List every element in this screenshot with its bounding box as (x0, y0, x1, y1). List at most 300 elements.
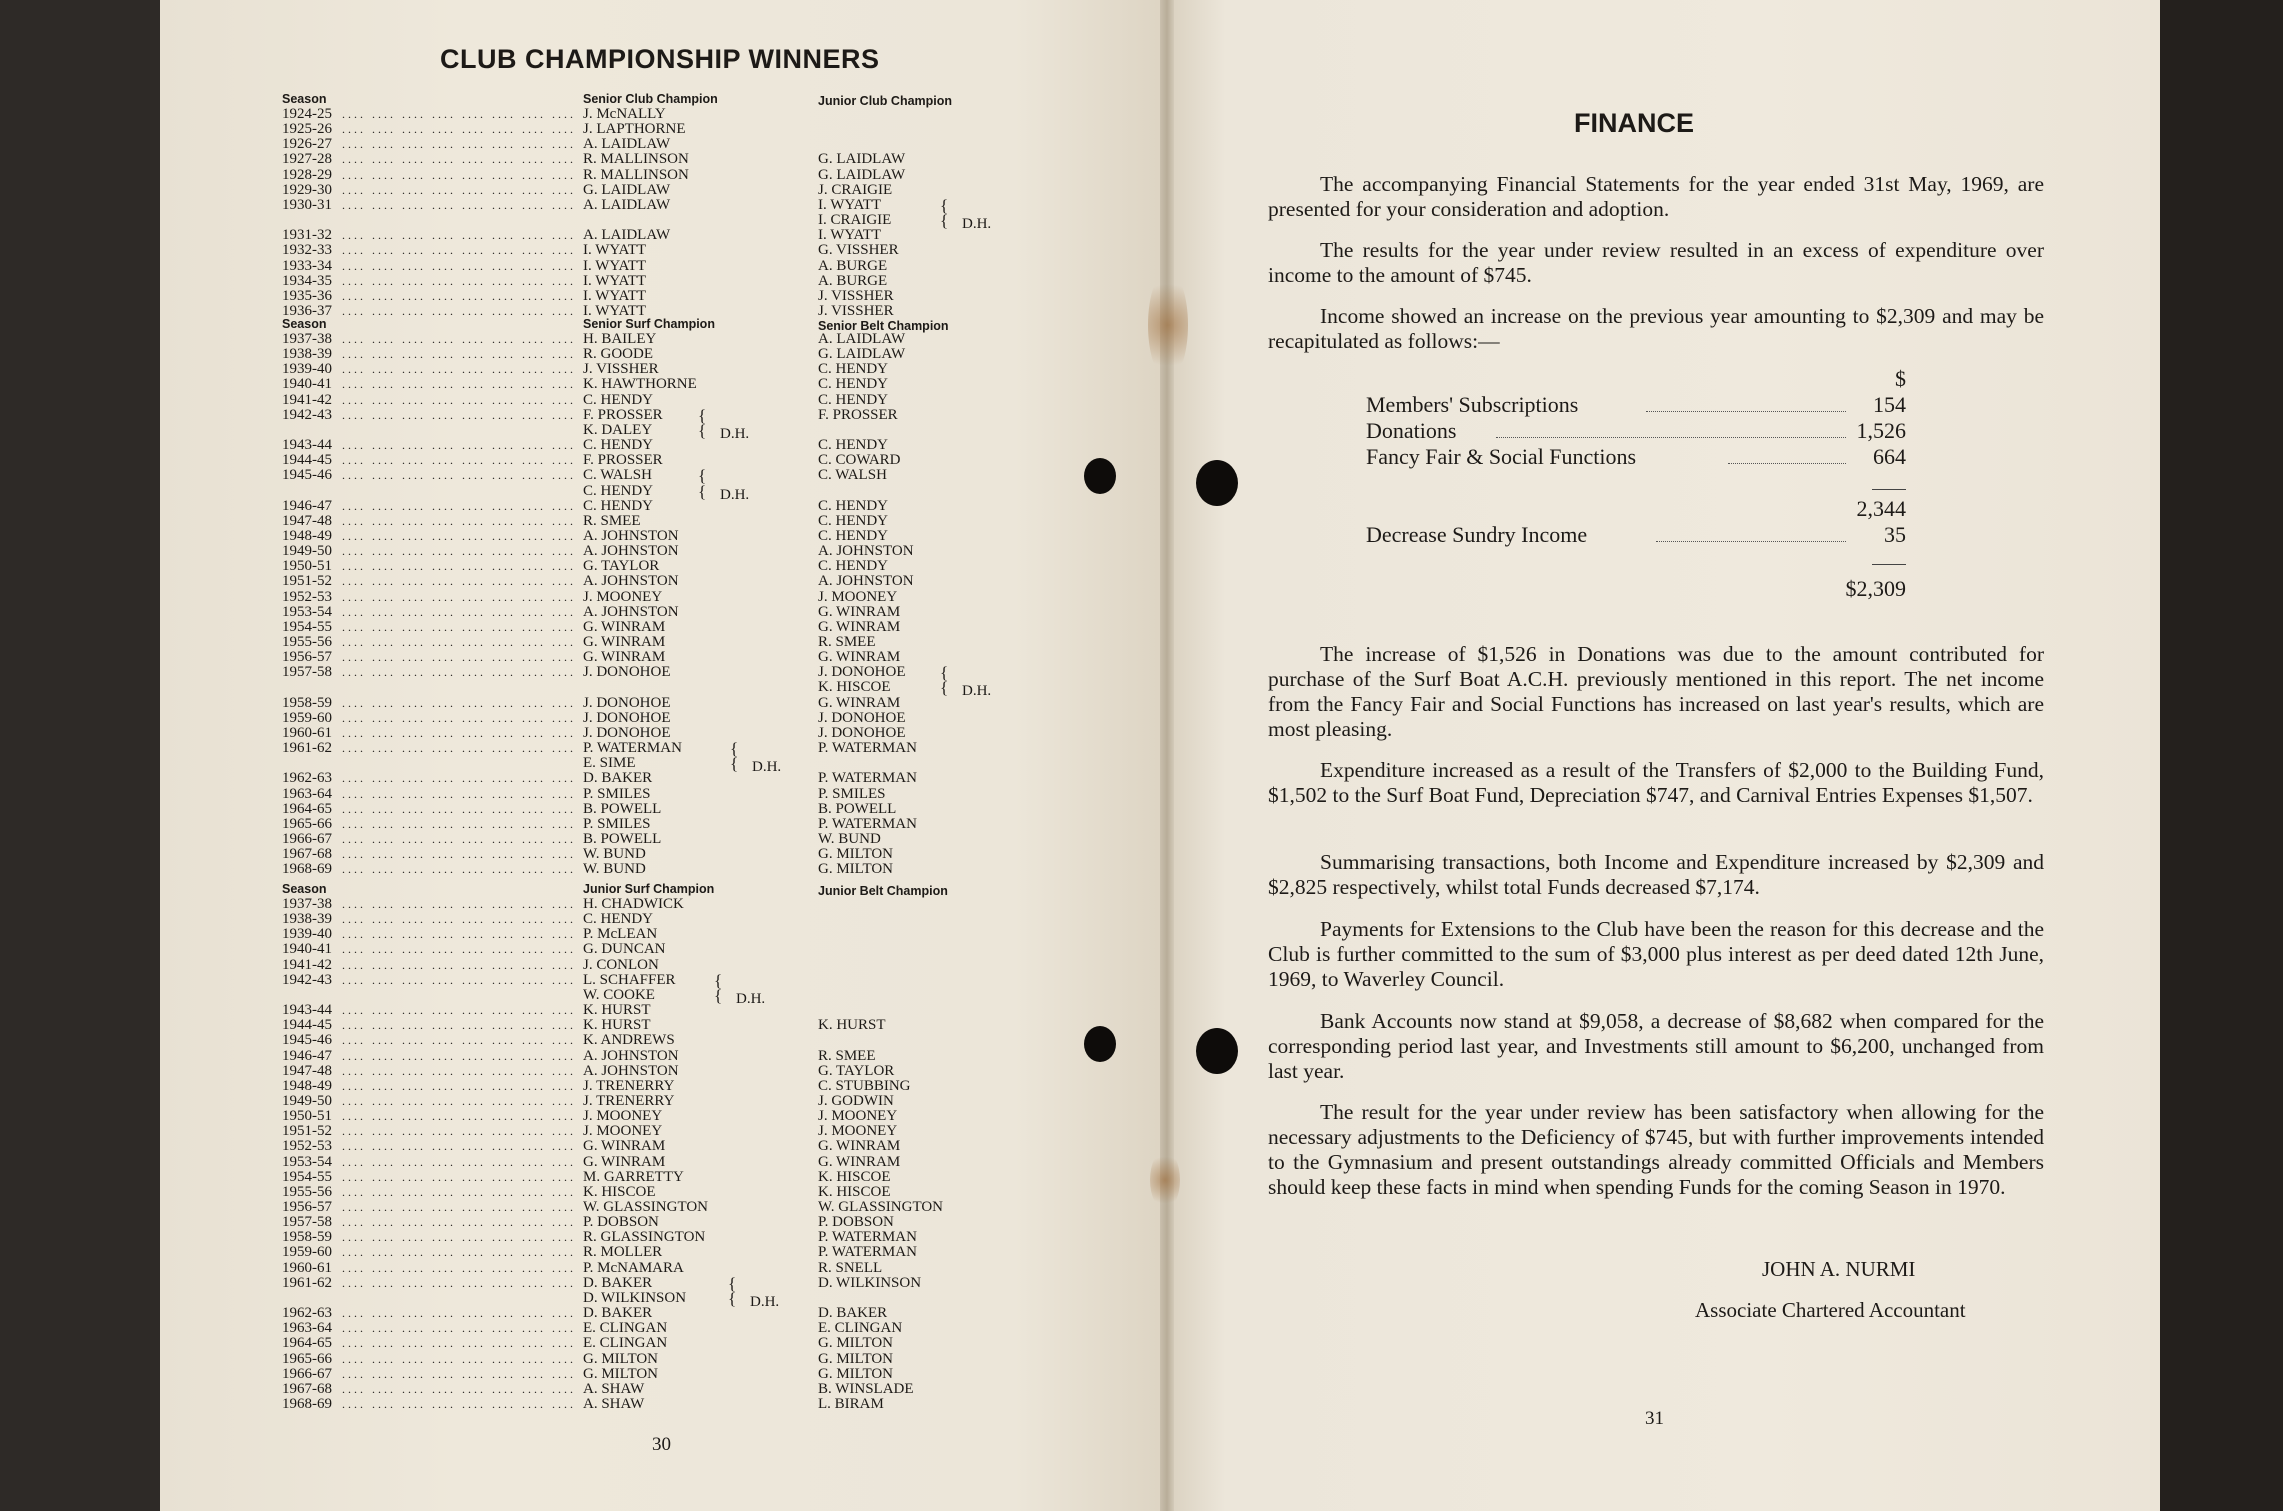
dot-leader: .... .... .... .... .... .... .... .... (342, 289, 576, 303)
signatory-name: JOHN A. NURMI (1762, 1257, 1916, 1281)
table-row (282, 1245, 1002, 1260)
dot-leader: .... .... .... .... .... .... .... .... (342, 665, 576, 679)
table-row (282, 1230, 1002, 1245)
table-row (282, 726, 1002, 741)
champion-cell: C. HENDY (818, 558, 888, 574)
season-cell: 1933-34 (282, 258, 332, 274)
table-row (282, 1018, 1002, 1033)
champion-cell: R. MOLLER (583, 1244, 663, 1260)
champion-cell: C. WALSH (818, 467, 887, 483)
table-row (282, 1276, 1002, 1291)
table-row (282, 499, 1002, 514)
recap-amount: 154 (1873, 392, 1906, 417)
champion-cell: R. GOODE (583, 346, 653, 362)
rust-stain (1148, 270, 1188, 380)
season-cell: 1960-61 (282, 725, 332, 741)
table-row (282, 1064, 1002, 1079)
table-row (282, 393, 1002, 408)
table-row (282, 771, 1002, 786)
dot-leader: .... .... .... .... .... .... .... .... (342, 1382, 576, 1396)
champion-cell: J. DONOHOE (583, 710, 671, 726)
champion-cell: G. WINRAM (818, 619, 901, 635)
season-cell: 1958-59 (282, 1229, 332, 1245)
season-cell: 1955-56 (282, 1184, 332, 1200)
season-cell: 1927-28 (282, 151, 332, 167)
page-title: CLUB CHAMPIONSHIP WINNERS (440, 44, 880, 74)
champion-cell: A. SHAW (583, 1381, 645, 1397)
dot-leader: .... .... .... .... .... .... .... .... (342, 741, 576, 755)
season-cell: 1944-45 (282, 1017, 332, 1033)
dot-leader: .... .... .... .... .... .... .... .... (342, 771, 576, 785)
champion-cell: P. SMILES (583, 816, 651, 832)
season-cell: 1941-42 (282, 392, 332, 408)
champion-cell: C. STUBBING (818, 1078, 911, 1094)
champion-cell: C. HENDY (583, 498, 653, 514)
dot-leader: .... .... .... .... .... .... .... .... (342, 1367, 576, 1381)
season-cell: 1939-40 (282, 361, 332, 377)
dot-leader: .... .... .... .... .... .... .... .... (342, 1033, 576, 1047)
dot-leader: .... .... .... .... .... .... .... .... (342, 927, 576, 941)
champion-cell: G. MILTON (818, 1335, 894, 1351)
table-row (282, 711, 1002, 726)
season-cell: 1930-31 (282, 197, 332, 213)
champion-cell: K. HURST (583, 1017, 651, 1033)
dot-leader: .... .... .... .... .... .... .... .... (342, 107, 576, 121)
table-row (282, 423, 1002, 438)
season-cell: 1935-36 (282, 288, 332, 304)
recap-total-row (1366, 576, 1906, 602)
dot-leader: .... .... .... .... .... .... .... .... (342, 1018, 576, 1032)
champion-cell: P. WATERMAN (818, 740, 917, 756)
recap-item (1366, 444, 1906, 470)
champion-cell: I. WYATT (583, 273, 647, 289)
brace-mark: { (940, 678, 949, 697)
champion-cell: K. DALEY (583, 422, 653, 438)
champion-cell: I. WYATT (583, 242, 647, 258)
brace-mark: { (728, 1289, 737, 1308)
champion-cell: I. CRAIGIE (818, 212, 892, 228)
season-cell: 1954-55 (282, 1169, 332, 1185)
champion-cell: P. DOBSON (583, 1214, 659, 1230)
season-cell: 1942-43 (282, 972, 332, 988)
champion-cell: J. LAPTHORNE (583, 121, 686, 137)
champion-cell: R. GLASSINGTON (583, 1229, 706, 1245)
brace-mark: { (940, 663, 949, 682)
finance-paragraph: Expenditure increased as a result of the Transfers of $2,000 to the Building Fund, $1,502 to the Surf Boat Fund, Depreciation $747, and Carnival Entries Expenses $1,507. (1268, 758, 2044, 807)
dot-leader: .... .... .... .... .... .... .... .... (342, 847, 576, 861)
finance-paragraph: The increase of $1,526 in Donations was due to the amount contributed for purchase of the Surf Boat A.C.H. previously mentioned in this report. The net income from the Fancy Fair and Social Functions has increased on last year's results, which are most pleasing. (1268, 642, 2044, 741)
champion-cell: D. BAKER (818, 1305, 888, 1321)
table-row (282, 620, 1002, 635)
table-row (282, 1124, 1002, 1139)
dot-leader: .... .... .... .... .... .... .... .... (342, 973, 576, 987)
brace-mark: { (728, 1274, 737, 1293)
champion-cell: B. WINSLADE (818, 1381, 914, 1397)
column-header-2: Senior Belt Champion (818, 319, 949, 333)
dot-leader: .... .... .... .... .... .... .... .... (342, 243, 576, 257)
champion-cell: I. WYATT (818, 227, 882, 243)
champion-cell: F. PROSSER (583, 407, 663, 423)
champion-cell: J. MOONEY (818, 1108, 898, 1124)
season-cell: 1929-30 (282, 182, 332, 198)
season-cell: 1964-65 (282, 801, 332, 817)
dot-leader: .... .... .... .... .... .... .... .... (342, 942, 576, 956)
season-cell: 1951-52 (282, 573, 332, 589)
brace-mark: { (940, 196, 949, 215)
champion-cell: W. BUND (583, 861, 646, 877)
recap-label: Members' Subscriptions (1366, 392, 1579, 417)
brace-mark: { (730, 754, 739, 773)
rust-stain (1150, 1150, 1180, 1210)
page-number: 31 (1645, 1408, 1664, 1429)
season-cell: 1945-46 (282, 1032, 332, 1048)
season-cell: 1950-51 (282, 558, 332, 574)
champion-cell: G. WINRAM (818, 604, 901, 620)
champion-cell: W. GLASSINGTON (583, 1199, 709, 1215)
dot-leader: .... .... .... .... .... .... .... .... (342, 1261, 576, 1275)
season-cell: 1953-54 (282, 1154, 332, 1170)
season-cell: 1948-49 (282, 1078, 332, 1094)
table-row (282, 1306, 1002, 1321)
dot-leader: .... .... .... .... .... .... .... .... (342, 1155, 576, 1169)
dot-leader: .... .... .... .... .... .... .... .... (342, 529, 576, 543)
table-row (282, 198, 1002, 213)
table-row (282, 1352, 1002, 1367)
champion-cell: J. MOONEY (583, 1108, 663, 1124)
season-cell: 1953-54 (282, 604, 332, 620)
table-row (282, 438, 1002, 453)
season-cell: 1964-65 (282, 1335, 332, 1351)
champion-cell: G. WINRAM (583, 649, 666, 665)
season-cell: 1960-61 (282, 1260, 332, 1276)
champion-cell: E. CLINGAN (818, 1320, 903, 1336)
dot-leader: .... .... .... .... .... .... .... .... (342, 332, 576, 346)
table-row (282, 1094, 1002, 1109)
champion-cell: K. HISCOE (583, 1184, 656, 1200)
champion-cell: E. SIME (583, 755, 636, 771)
champion-cell: C. HENDY (818, 513, 888, 529)
champion-cell: C. HENDY (583, 437, 653, 453)
dot-leader: .... .... .... .... .... .... .... .... (342, 862, 576, 876)
brace-mark: { (698, 421, 707, 440)
season-cell: 1961-62 (282, 1275, 332, 1291)
dot-leader: .... .... .... .... .... .... .... .... (342, 1064, 576, 1078)
champion-cell: J. TRENERRY (583, 1078, 675, 1094)
dot-leader: .... .... .... .... .... .... .... .... (342, 408, 576, 422)
table-row (282, 377, 1002, 392)
table-row (282, 590, 1002, 605)
champion-cell: P. McLEAN (583, 926, 658, 942)
recap-total: $2,309 (1845, 576, 1906, 601)
dot-leader: .... .... .... .... .... .... .... .... (342, 137, 576, 151)
champion-cell: J. DONOHOE (818, 710, 906, 726)
champion-cell: B. POWELL (583, 831, 662, 847)
champion-cell: G. MILTON (818, 861, 894, 877)
table-row (282, 1261, 1002, 1276)
table-row (282, 122, 1002, 137)
table-row (282, 1382, 1002, 1397)
table-row (282, 1291, 1002, 1306)
binding-gutter (1160, 0, 1174, 1511)
champion-cell: G. WINRAM (583, 1154, 666, 1170)
column-header-1: Senior Club Champion (583, 92, 718, 106)
season-cell: 1957-58 (282, 1214, 332, 1230)
recap-label: Fancy Fair & Social Functions (1366, 444, 1637, 469)
champion-cell: L. BIRAM (818, 1396, 884, 1412)
champion-cell: H. BAILEY (583, 331, 657, 347)
season-cell: 1968-69 (282, 861, 332, 877)
season-cell: 1944-45 (282, 452, 332, 468)
season-cell: 1949-50 (282, 1093, 332, 1109)
table-row (282, 1185, 1002, 1200)
dot-leader: .... .... .... .... .... .... .... .... (342, 304, 576, 318)
champion-cell: C. HENDY (818, 437, 888, 453)
champion-cell: J. GODWIN (818, 1093, 894, 1109)
champion-cell: A. JOHNSTON (583, 1048, 679, 1064)
table-row (282, 862, 1002, 877)
champion-cell: D. BAKER (583, 1305, 653, 1321)
champion-cell: K. HISCOE (818, 1184, 891, 1200)
champion-cell: A. LAIDLAW (583, 227, 671, 243)
champion-cell: P. WATERMAN (818, 1229, 917, 1245)
season-cell: 1931-32 (282, 227, 332, 243)
dot-leader: .... .... .... .... .... .... .... .... (342, 347, 576, 361)
dot-leader (1656, 541, 1846, 542)
table-row (282, 832, 1002, 847)
dot-leader: .... .... .... .... .... .... .... .... (342, 832, 576, 846)
table-row (282, 787, 1002, 802)
season-cell: 1967-68 (282, 846, 332, 862)
champion-cell: G. DUNCAN (583, 941, 666, 957)
champion-cell: G. WINRAM (583, 634, 666, 650)
dead-heat-label: D.H. (750, 1294, 780, 1310)
dot-leader: .... .... .... .... .... .... .... .... (342, 1109, 576, 1123)
champion-cell: J. VISSHER (818, 303, 894, 319)
dot-leader: .... .... .... .... .... .... .... .... (342, 1215, 576, 1229)
champion-cell: J. VISSHER (583, 361, 659, 377)
season-cell: 1940-41 (282, 376, 332, 392)
recap-label: Decrease Sundry Income (1366, 522, 1588, 547)
dot-leader: .... .... .... .... .... .... .... .... (342, 152, 576, 166)
champion-cell: A. SHAW (583, 1396, 645, 1412)
champion-cell: P. WATERMAN (818, 816, 917, 832)
finance-paragraph: Bank Accounts now stand at $9,058, a decrease of $8,682 when compared for the corresponding period last year, and Investments still amount to $6,200, unchanged from last year. (1268, 1009, 2044, 1083)
champion-cell: J. DONOHOE (583, 695, 671, 711)
season-cell: 1947-48 (282, 1063, 332, 1079)
table-row (282, 802, 1002, 817)
dot-leader: .... .... .... .... .... .... .... .... (342, 1200, 576, 1214)
dot-leader (1728, 463, 1846, 464)
recap-item (1366, 392, 1906, 418)
finance-paragraph: The accompanying Financial Statements for the year ended 31st May, 1969, are presented for your consideration and adoption. (1268, 172, 2044, 221)
champion-cell: G. WINRAM (818, 649, 901, 665)
dot-leader: .... .... .... .... .... .... .... .... (342, 726, 576, 740)
dead-heat-label: D.H. (736, 991, 766, 1007)
champion-cell: P. McNAMARA (583, 1260, 684, 1276)
table-row (282, 243, 1002, 258)
background-right (2159, 0, 2283, 1511)
column-header-season: Season (282, 92, 327, 106)
column-header-season: Season (282, 317, 327, 331)
punch-hole (1084, 458, 1116, 494)
champion-cell: A. JOHNSTON (583, 604, 679, 620)
champion-cell: G. TAYLOR (818, 1063, 895, 1079)
dot-leader: .... .... .... .... .... .... .... .... (342, 787, 576, 801)
season-cell: 1952-53 (282, 1138, 332, 1154)
dead-heat-label: D.H. (962, 216, 992, 232)
punch-hole (1196, 460, 1238, 506)
dot-leader: .... .... .... .... .... .... .... .... (342, 605, 576, 619)
dot-leader: .... .... .... .... .... .... .... .... (342, 1276, 576, 1290)
signatory-title: Associate Chartered Accountant (1695, 1298, 1966, 1322)
champion-cell: A. LAIDLAW (583, 136, 671, 152)
table-row (282, 1170, 1002, 1185)
dead-heat-label: D.H. (752, 759, 782, 775)
table-row (282, 514, 1002, 529)
dot-leader: .... .... .... .... .... .... .... .... (342, 711, 576, 725)
dot-leader: .... .... .... .... .... .... .... .... (342, 183, 576, 197)
dot-leader: .... .... .... .... .... .... .... .... (342, 1230, 576, 1244)
dot-leader: .... .... .... .... .... .... .... .... (342, 393, 576, 407)
finance-paragraph: Payments for Extensions to the Club have been the reason for this decrease and the Club is further committed to the sum of $3,000 plus interest as per deed dated 12th June, 1969, to Waverley Council. (1268, 917, 2044, 991)
season-cell: 1956-57 (282, 1199, 332, 1215)
season-cell: 1937-38 (282, 896, 332, 912)
champion-cell: H. CHADWICK (583, 896, 684, 912)
season-cell: 1948-49 (282, 528, 332, 544)
champion-cell: K. ANDREWS (583, 1032, 675, 1048)
season-cell: 1943-44 (282, 1002, 332, 1018)
dot-leader: .... .... .... .... .... .... .... .... (342, 1336, 576, 1350)
finance-paragraph: Income showed an increase on the previous year amounting to $2,309 and may be recapitulated as follows:— (1268, 304, 2044, 353)
sum-rule (1872, 489, 1906, 490)
champion-cell: C. HENDY (818, 392, 888, 408)
table-row (282, 973, 1002, 988)
dot-leader: .... .... .... .... .... .... .... .... (342, 912, 576, 926)
season-cell: 1965-66 (282, 816, 332, 832)
season-cell: 1968-69 (282, 1396, 332, 1412)
table-row (282, 213, 1002, 228)
champion-cell: C. HENDY (818, 528, 888, 544)
table-row (282, 274, 1002, 289)
page-number: 30 (652, 1434, 671, 1455)
dot-leader: .... .... .... .... .... .... .... .... (342, 259, 576, 273)
dot-leader: .... .... .... .... .... .... .... .... (342, 590, 576, 604)
table-row (282, 152, 1002, 167)
champion-cell: J. McNALLY (583, 106, 666, 122)
champion-cell: I. WYATT (583, 258, 647, 274)
dot-leader: .... .... .... .... .... .... .... .... (342, 696, 576, 710)
dot-leader: .... .... .... .... .... .... .... .... (342, 1352, 576, 1366)
season-cell: 1966-67 (282, 831, 332, 847)
table-row (282, 332, 1002, 347)
column-header-1: Junior Surf Champion (583, 882, 715, 896)
recap-adjustment-row (1366, 522, 1906, 548)
brace-mark: { (714, 971, 723, 990)
champion-cell: K. HURST (583, 1002, 651, 1018)
champion-cell: J. MOONEY (818, 1123, 898, 1139)
dot-leader: .... .... .... .... .... .... .... .... (342, 958, 576, 972)
champion-cell: P. DOBSON (818, 1214, 894, 1230)
table-row (282, 408, 1002, 423)
dot-leader: .... .... .... .... .... .... .... .... (342, 168, 576, 182)
dot-leader: .... .... .... .... .... .... .... .... (342, 1079, 576, 1093)
column-header-1: Senior Surf Champion (583, 317, 715, 331)
champion-cell: G. MILTON (583, 1366, 659, 1382)
finance-paragraph: The results for the year under review resulted in an excess of expenditure over income to the amount of $745. (1268, 238, 2044, 287)
champion-cell: I. WYATT (818, 197, 882, 213)
dot-leader: .... .... .... .... .... .... .... .... (342, 1094, 576, 1108)
champion-cell: W. BUND (583, 846, 646, 862)
brace-mark: { (730, 739, 739, 758)
champion-cell: F. PROSSER (583, 452, 663, 468)
table-row (282, 958, 1002, 973)
dot-leader (1496, 437, 1846, 438)
champion-cell: A. JOHNSTON (583, 528, 679, 544)
dead-heat-label: D.H. (962, 683, 992, 699)
season-cell: 1966-67 (282, 1366, 332, 1382)
season-cell: 1938-39 (282, 346, 332, 362)
champion-cell: R. SMEE (818, 634, 876, 650)
champion-cell: E. CLINGAN (583, 1335, 668, 1351)
brace-mark: { (698, 482, 707, 501)
table-row (282, 137, 1002, 152)
season-cell: 1947-48 (282, 513, 332, 529)
dot-leader: .... .... .... .... .... .... .... .... (342, 438, 576, 452)
table-row (282, 927, 1002, 942)
table-row (282, 635, 1002, 650)
champion-cell: C. WALSH (583, 467, 652, 483)
champion-cell: A. BURGE (818, 273, 888, 289)
season-cell: 1945-46 (282, 467, 332, 483)
season-cell: 1937-38 (282, 331, 332, 347)
season-cell: 1950-51 (282, 1108, 332, 1124)
table-row (282, 453, 1002, 468)
season-cell: 1940-41 (282, 941, 332, 957)
finance-paragraph: The result for the year under review has been satisfactory when allowing for the necessary adjustments to the Deficiency of $745, but with further improvements intended to the Gymnasium and present outstandings already committed Officials and Members should keep these facts in mind when spending Funds for the coming Season in 1970. (1268, 1100, 2044, 1199)
champion-cell: G. LAIDLAW (818, 167, 906, 183)
dot-leader: .... .... .... .... .... .... .... .... (342, 468, 576, 482)
table-row (282, 529, 1002, 544)
champion-cell: W. BUND (818, 831, 881, 847)
brace-mark: { (698, 406, 707, 425)
dot-leader: .... .... .... .... .... .... .... .... (342, 274, 576, 288)
table-row (282, 1215, 1002, 1230)
season-cell: 1946-47 (282, 1048, 332, 1064)
champion-cell: C. HENDY (818, 376, 888, 392)
dead-heat-label: D.H. (720, 426, 750, 442)
dot-leader: .... .... .... .... .... .... .... .... (342, 228, 576, 242)
champion-cell: P. SMILES (818, 786, 886, 802)
champion-cell: J. MOONEY (583, 589, 663, 605)
champion-cell: E. CLINGAN (583, 1320, 668, 1336)
table-row (282, 228, 1002, 243)
recap-subtotal-row (1366, 496, 1906, 522)
season-cell: 1946-47 (282, 498, 332, 514)
dot-leader: .... .... .... .... .... .... .... .... (342, 574, 576, 588)
season-cell: 1965-66 (282, 1351, 332, 1367)
dot-leader: .... .... .... .... .... .... .... .... (342, 559, 576, 573)
dot-leader: .... .... .... .... .... .... .... .... (342, 1397, 576, 1411)
champion-cell: G. WINRAM (818, 1154, 901, 1170)
champion-cell: G. MILTON (818, 1366, 894, 1382)
season-cell: 1928-29 (282, 167, 332, 183)
season-cell: 1961-62 (282, 740, 332, 756)
table-row (282, 1367, 1002, 1382)
season-cell: 1925-26 (282, 121, 332, 137)
table-row (282, 484, 1002, 499)
table-row (282, 1336, 1002, 1351)
table-row (282, 1079, 1002, 1094)
